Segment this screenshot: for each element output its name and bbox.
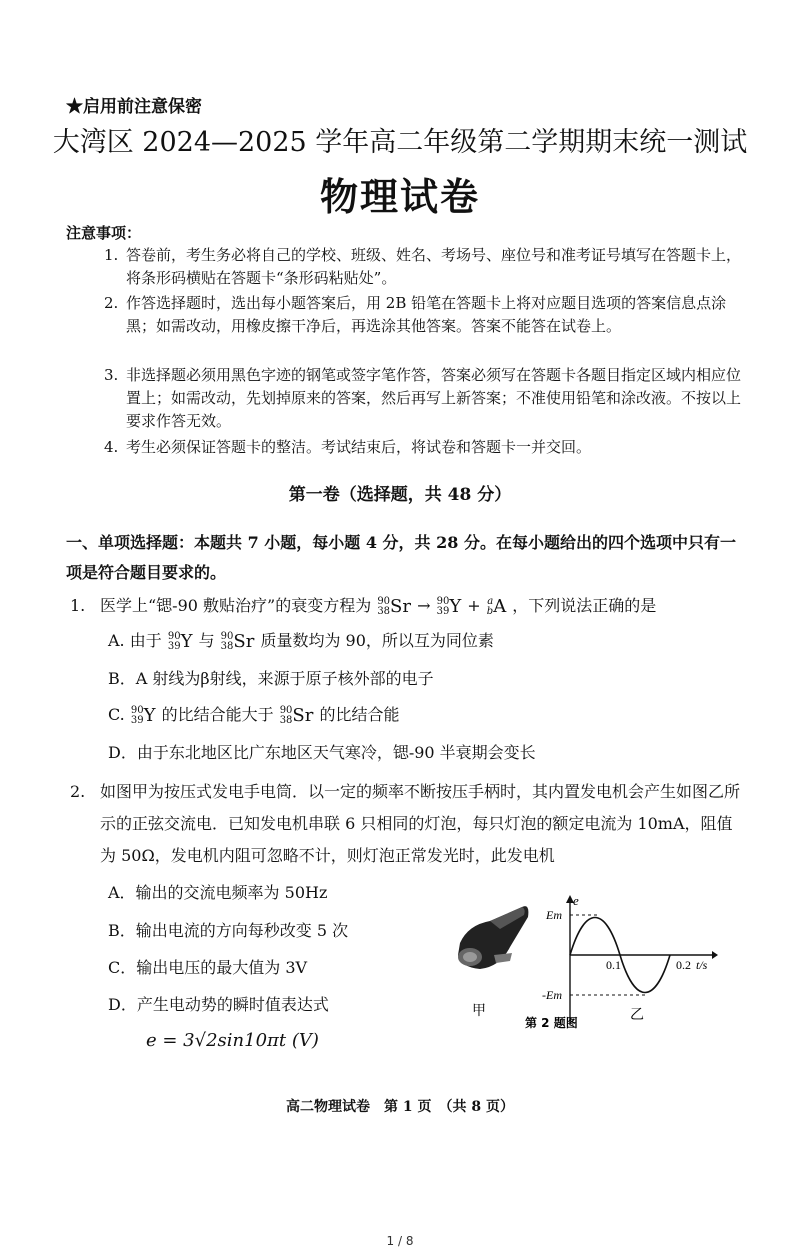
exam-title: 大湾区 2024—2025 学年高二年级第二学期期末统一测试 [52, 127, 748, 158]
part-instructions: 一、单项选择题：本题共 7 小题，每小题 4 分，共 28 分。在每小题给出的四个选项中只有一项是符合题目要求的。 [66, 533, 736, 582]
notice-heading: 注意事项： [66, 224, 142, 242]
question-1-option-b[interactable]: B．A 射线为β射线，来源于原子核外部的电子 [108, 669, 434, 688]
plus-symbol: + [467, 596, 481, 615]
subject-title: 物理试卷 [319, 174, 480, 219]
page-footer: 高二物理试卷 第 1 页 （共 8 页） [286, 1099, 514, 1115]
section-title: 第一卷（选择题，共 48 分） [288, 485, 512, 505]
question-1-stem [70, 590, 740, 622]
isotope-sr: 90 38 Sr [220, 630, 255, 652]
label-jia: 甲 [472, 1003, 486, 1019]
emf-formula: e = 3√2sin10πt (V) [146, 1030, 319, 1051]
notice-item [104, 244, 754, 290]
tick-0.2: 0.2 [676, 958, 691, 972]
tick-0.1: 0.1 [606, 958, 621, 972]
question-1-option-d[interactable]: D．由于东北地区比广东地区天气寒冷，锶-90 半衰期会变长 [108, 743, 536, 762]
isotope-sr: 90 38 Sr [279, 704, 314, 726]
isotope-y: 90 39 Y [130, 704, 156, 726]
question-2-option-c[interactable]: C．输出电压的最大值为 3V [108, 958, 308, 977]
question-1-option-a[interactable]: A. 由于 90 39 Y 与 90 38 Sr 质量数均为 90，所以互为同位素 [108, 630, 494, 652]
figure-caption: 第 2 题图 [525, 1016, 578, 1030]
notice-item-text: 非选择题必须用黑色字迹的钢笔或签字笔作答，答案必须写在答题卡各题目指定区域内相应位置上；如需改动，先划掉原来的答案，然后再写上新答案；不准使用铅笔和涂改液。不按以上要求作答无效。 [126, 366, 742, 430]
question-number: 1. [70, 596, 86, 615]
question-2-stem [70, 776, 740, 872]
flashlight-image [458, 906, 528, 969]
notice-item-number: 2. [104, 294, 119, 312]
question-1-text-b: ，下列说法正确的是 [512, 596, 657, 615]
question-2-figure [450, 895, 720, 1035]
question-number: 2. [70, 782, 86, 801]
question-1-text-a: 医学上“锶-90 敷贴治疗”的衰变方程为 [100, 596, 372, 615]
notice-item-text: 考生必须保证答题卡的整洁。考试结束后，将试卷和答题卡一并交回。 [126, 438, 592, 456]
page-indicator: 1 / 8 [386, 1234, 414, 1248]
t-axis-label: t/s [696, 958, 708, 972]
notice-item [104, 364, 754, 433]
isotope-a: a b A [486, 595, 507, 617]
question-2-option-b[interactable]: B．输出电流的方向每秒改变 5 次 [108, 921, 349, 940]
isotope-y: 90 39 Y [167, 630, 193, 652]
notice-item [104, 436, 754, 459]
axis-e-label: e [573, 895, 579, 908]
notice-item [104, 292, 754, 338]
notice-item-text: 作答选择题时，选出每小题答案后，用 2B 铅笔在答题卡上将对应题目选项的答案信息点涂黑；如需改动，用橡皮擦干净后，再选涂其他答案。答案不能答在试卷上。 [126, 294, 727, 335]
question-2-text: 如图甲为按压式发电手电筒．以一定的频率不断按压手柄时，其内置发电机会产生如图乙所示的正弦交流电．已知发电机串联 6 只相同的灯泡，每只灯泡的额定电流为 10mA，阻值为 50Ω，发电机内阻可忽略不计，则灯泡正常发光时，此发电机 [100, 782, 741, 865]
question-2-option-a[interactable]: A．输出的交流电频率为 50Hz [108, 883, 328, 902]
label-yi: 乙 [630, 1007, 644, 1023]
notice-item-number: 1. [104, 246, 119, 264]
notice-item-text: 答卷前，考生务必将自己的学校、班级、姓名、考场号、座位号和准考证号填写在答题卡上，将条形码横贴在答题卡“条形码粘贴处”。 [126, 246, 742, 287]
neg-em-label: -Em [542, 988, 562, 1002]
isotope-y: 90 39 Y [436, 595, 462, 617]
question-1-option-c[interactable]: C. 90 39 Y 的比结合能大于 90 38 Sr 的比结合能 [108, 704, 400, 726]
confidential-notice: ★启用前注意保密 [66, 97, 202, 117]
arrow-symbol: → [417, 596, 431, 615]
question-2-option-d[interactable]: D．产生电动势的瞬时值表达式 [108, 995, 329, 1014]
em-label: Em [546, 908, 562, 922]
notice-item-number: 3. [104, 366, 119, 384]
notice-item-number: 4. [104, 438, 119, 456]
isotope-sr: 90 38 Sr [377, 595, 411, 617]
